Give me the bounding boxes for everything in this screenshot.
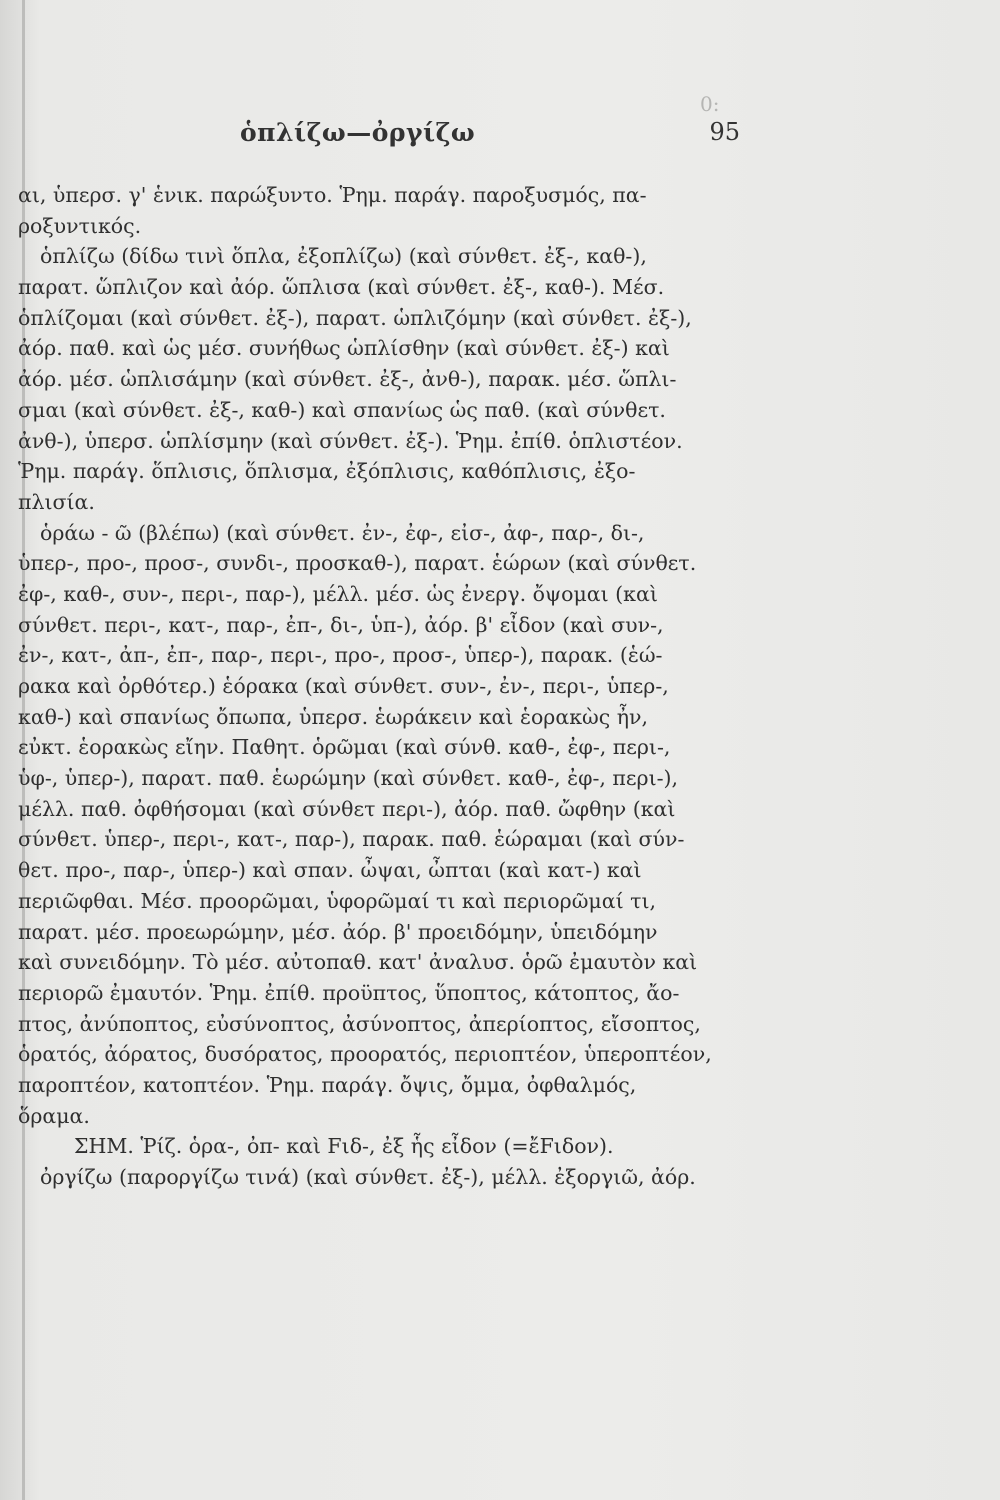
note-line: ΣΗΜ. Ῥίζ. ὁρα-, ὀπ- καὶ Fιδ-, ἐξ ἧς εἶδον (=ἔFιδον).	[74, 1134, 614, 1159]
text-line: ρακα καὶ ὀρθότερ.) ἑόρακα (καὶ σύνθετ. συν-, ἐν-, περι-, ὑπερ-,	[18, 674, 669, 698]
entry-line: ὀργίζω (παροργίζω τινά) (καὶ σύνθετ. ἐξ-), μέλλ. ἐξοργιῶ, ἀόρ.	[40, 1165, 696, 1189]
running-title: ὁπλίζω—ὀργίζω	[240, 118, 476, 147]
text-line: Ῥημ. παράγ. ὅπλισις, ὅπλισμα, ἐξόπλισις, καθόπλισις, ἐξο-	[18, 459, 636, 484]
text-line: ὁρατός, ἀόρατος, δυσόρατος, προορατός, περιοπτέον, ὑπεροπτέον,	[18, 1042, 712, 1067]
text-line: περιῶφθαι. Μέσ. προορῶμαι, ὑφορῶμαί τι καὶ περιορῶμαί τι,	[18, 888, 657, 913]
corner-mark: 0:	[700, 92, 720, 116]
text-line: ροξυντικός.	[18, 213, 142, 238]
entry-line: ὁπλίζω (δίδω τινὶ ὅπλα, ἐξοπλίζω) (καὶ σύνθετ. ἐξ-, καθ-),	[40, 244, 647, 269]
text-line: σύνθετ. ὑπερ-, περι-, κατ-, παρ-), παρακ. παθ. ἑώραμαι (καὶ σύν-	[18, 827, 685, 852]
text-line: ὑφ-, ὑπερ-), παρατ. παθ. ἑωρώμην (καὶ σύνθετ. καθ-, ἐφ-, περι-),	[18, 766, 679, 791]
text-line: εὐκτ. ἑορακὼς εἴην. Παθητ. ὁρῶμαι (καὶ σύνθ. καθ-, ἐφ-, περι-,	[18, 735, 671, 760]
text-line: περιορῶ ἐμαυτόν. Ῥημ. ἐπίθ. προϋπτος, ὕποπτος, κάτοπτος, ἄο-	[18, 980, 680, 1005]
dictionary-text	[18, 180, 773, 1193]
text-line: ἀόρ. παθ. καὶ ὡς μέσ. συνήθως ὡπλίσθην (καὶ σύνθετ. ἐξ-) καὶ	[18, 336, 670, 361]
text-line: αι, ὑπερσ. γ' ἑνικ. παρώξυντο. Ῥημ. παράγ. παροξυσμός, πα-	[18, 183, 647, 207]
text-line: ὅραμα.	[18, 1103, 90, 1128]
page-number: 95	[709, 118, 740, 146]
text-line: καὶ συνειδόμην. Τὸ μέσ. αὐτοπαθ. κατ' ἀναλυσ. ὁρῶ ἐμαυτὸν καὶ	[18, 950, 698, 975]
text-line: σμαι (καὶ σύνθετ. ἐξ-, καθ-) καὶ σπανίως ὡς παθ. (καὶ σύνθετ.	[18, 397, 666, 422]
text-line: θετ. προ-, παρ-, ὑπερ-) καὶ σπαν. ὦψαι, ὦπται (καὶ κατ-) καὶ	[18, 858, 642, 883]
text-line: παρατ. μέσ. προεωρώμην, μέσ. ἀόρ. β' προειδόμην, ὑπειδόμην	[18, 919, 658, 944]
text-line: ἐν-, κατ-, ἀπ-, ἐπ-, παρ-, περι-, προ-, προσ-, ὑπερ-), παρακ. (ἑώ-	[18, 643, 663, 668]
text-line: σύνθετ. περι-, κατ-, παρ-, ἐπ-, δι-, ὑπ-), ἀόρ. β' εἶδον (καὶ συν-,	[18, 612, 664, 637]
text-line: παροπτέον, κατοπτέον. Ῥημ. παράγ. ὄψις, ὄμμα, ὀφθαλμός,	[18, 1072, 637, 1097]
text-line: ἀνθ-), ὑπερσ. ὡπλίσμην (καὶ σύνθετ. ἐξ-). Ῥημ. ἐπίθ. ὁπλιστέον.	[18, 428, 683, 453]
page-header	[240, 118, 740, 158]
text-line: ὑπερ-, προ-, προσ-, συνδι-, προσκαθ-), παρατ. ἑώρων (καὶ σύνθετ.	[18, 551, 697, 576]
text-line: παρατ. ὥπλιζον καὶ ἀόρ. ὥπλισα (καὶ σύνθετ. ἐξ-, καθ-). Μέσ.	[18, 275, 665, 300]
text-line: ἐφ-, καθ-, συν-, περι-, παρ-), μέλλ. μέσ. ὡς ἐνεργ. ὄψομαι (καὶ	[18, 581, 658, 606]
text-line: πλισία.	[18, 489, 95, 514]
text-line: ὁπλίζομαι (καὶ σύνθετ. ἐξ-), παρατ. ὡπλιζόμην (καὶ σύνθετ. ἐξ-),	[18, 305, 692, 330]
text-line: ἀόρ. μέσ. ὡπλισάμην (καὶ σύνθετ. ἐξ-, ἀνθ-), παρακ. μέσ. ὥπλι-	[18, 367, 677, 392]
entry-line: ὁράω - ῶ (βλέπω) (καὶ σύνθετ. ἐν-, ἐφ-, εἰσ-, ἀφ-, παρ-, δι-,	[40, 520, 645, 545]
text-line: πτος, ἀνύποπτος, εὐσύνοπτος, ἀσύνοπτος, ἀπερίοπτος, εἴσοπτος,	[18, 1011, 701, 1036]
text-line: καθ-) καὶ σπανίως ὄπωπα, ὑπερσ. ἑωράκειν καὶ ἑορακὼς ἦν,	[18, 704, 648, 729]
text-line: μέλλ. παθ. ὀφθήσομαι (καὶ σύνθετ περι-), ἀόρ. παθ. ὤφθην (καὶ	[18, 796, 676, 821]
